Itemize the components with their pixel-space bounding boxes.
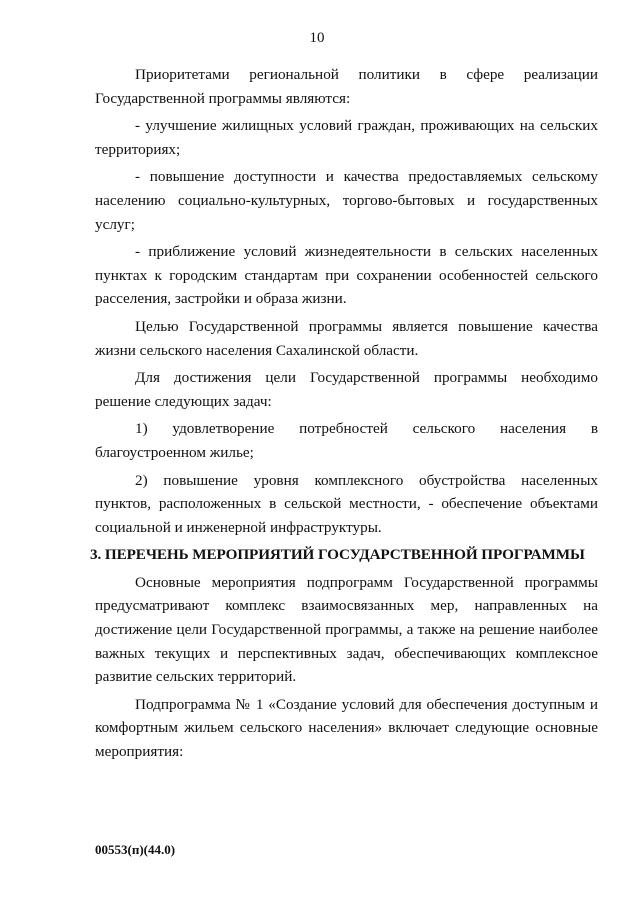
- list-item-services: - повышение доступности и качества предоставляемых сельскому населению социально-культурных, торгово-бытовых и государственных услуг;: [95, 168, 598, 233]
- list-item-housing: - улучшение жилищных условий граждан, проживающих на сельских территориях;: [95, 117, 598, 158]
- page-number: 10: [309, 30, 325, 46]
- list-item-living-standards: - приближение условий жизнедеятельности в сельских населенных пунктах к городским стандартам при сохранении особенностей сельского расселения, застройки и образа жизни.: [95, 243, 598, 308]
- paragraph-subprogram-1: Подпрограмма № 1 «Создание условий для обеспечения доступным и комфортным жильем сельского населения» включает следующие основные мероприятия:: [95, 695, 598, 761]
- document-body: [90, 63, 598, 768]
- document-code: 00553(п)(44.0): [95, 842, 176, 857]
- paragraph-main-activities: Основные мероприятия подпрограмм Государственной программы предусматривают комплекс взаимосвязанных мер, направленных на достижение цели Государственной программы, а также на решение наиболее важных текущих и перспективных задач, обеспечивающих комплексное развитие сельских территорий.: [95, 573, 598, 686]
- paragraph-priorities-intro: Приоритетами региональной политики в сфере реализации Государственной программы являются:: [95, 66, 598, 107]
- paragraph-program-goal: Целью Государственной программы является повышение качества жизни сельского населения Сахалинской области.: [95, 317, 598, 359]
- task-item-1: 1) удовлетворение потребностей сельского населения в благоустроенном жилье;: [95, 420, 598, 461]
- section-heading: 3. ПЕРЕЧЕНЬ МЕРОПРИЯТИЙ ГОСУДАРСТВЕННОЙ ПРОГРАММЫ: [90, 546, 585, 564]
- task-item-2: 2) повышение уровня комплексного обустройства населенных пунктов, расположенных в сельской местности, - обеспечение объектами социальной и инженерной инфраструктуры.: [95, 471, 598, 536]
- paragraph-tasks-intro: Для достижения цели Государственной программы необходимо решение следующих задач:: [95, 369, 598, 410]
